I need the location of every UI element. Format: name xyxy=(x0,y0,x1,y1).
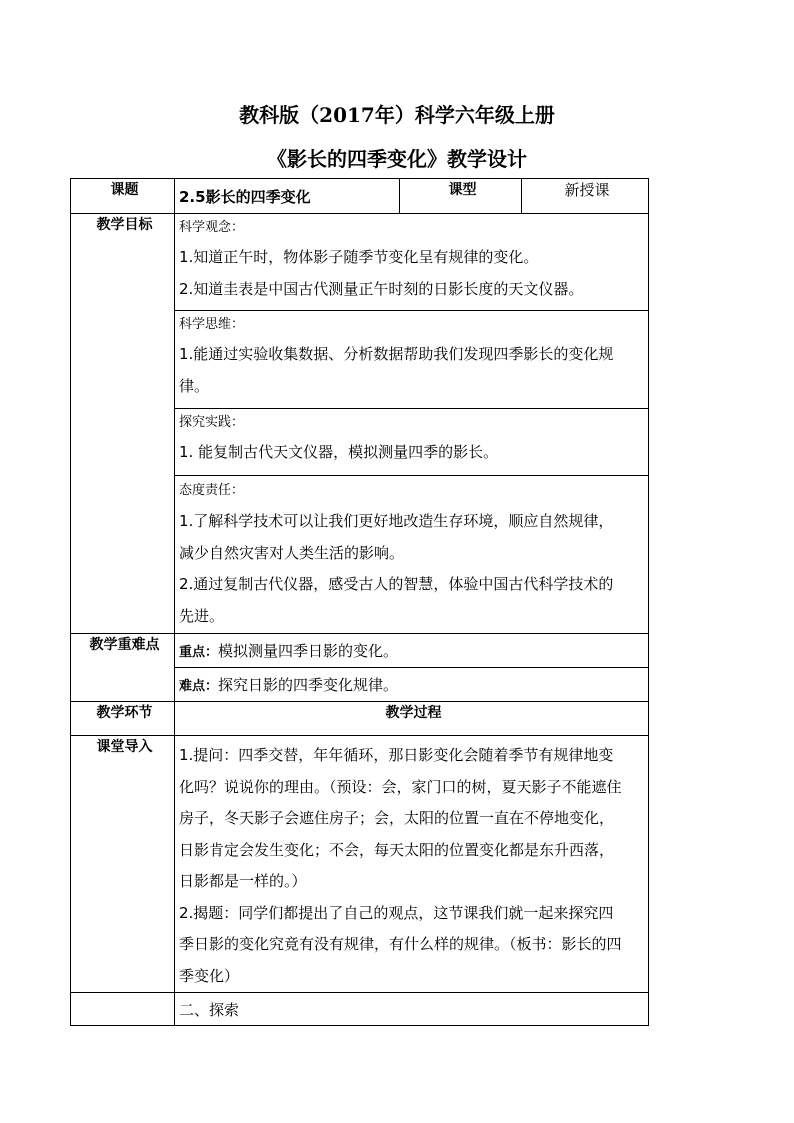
intro-line: 化吗？说说你的理由。（预设：会，家门口的树，夏天影子不能遮住 xyxy=(179,777,622,796)
lesson-type-label: 课型 xyxy=(400,179,522,214)
goals-attitude-heading: 态度责任： xyxy=(179,483,245,498)
keypoint-main-prefix: 重点： xyxy=(179,645,219,660)
explore-label xyxy=(71,993,175,1026)
intro-label: 课堂导入 xyxy=(71,736,175,993)
keypoint-main-text: 模拟测量四季日影的变化。 xyxy=(218,642,399,660)
goals-practice-line: 1. 能复制古代天文仪器，模拟测量四季的影长。 xyxy=(179,443,499,461)
goals-practice xyxy=(175,409,649,476)
intro-content xyxy=(175,736,649,993)
goals-attitude-line: 先进。 xyxy=(179,606,225,625)
row-explore xyxy=(71,993,649,1026)
row-process-header xyxy=(71,702,649,736)
row-goals-concept xyxy=(71,214,649,311)
document-title: 教科版（2017年）科学六年级上册 xyxy=(239,103,555,127)
row-keypoint-main xyxy=(71,634,649,668)
process-title: 教学过程 xyxy=(175,702,649,736)
lesson-plan-table xyxy=(70,178,649,1026)
goals-attitude-line: 2.通过复制古代仪器，感受古人的智慧，体验中国古代科学技术的 xyxy=(179,575,614,593)
intro-line: 季变化） xyxy=(179,966,240,985)
lesson-type-value: 新授课 xyxy=(522,179,649,214)
goals-practice-heading: 探究实践： xyxy=(179,415,245,430)
document-subtitle: 《影长的四季变化》教学设计 xyxy=(267,147,527,171)
row-topic xyxy=(71,179,649,214)
keypoint-difficult xyxy=(175,668,649,702)
goals-concept-heading: 科学观念： xyxy=(179,220,245,235)
goals-attitude-line: 1.了解科学技术可以让我们更好地改造生存环境，顺应自然规律， xyxy=(179,512,614,530)
goals-concept-line: 1.知道正午时，物体影子随季节变化呈有规律的变化。 xyxy=(179,248,539,266)
goals-thinking xyxy=(175,311,649,409)
goals-thinking-heading: 科学思维： xyxy=(179,317,245,332)
goals-attitude-line: 减少自然灾害对人类生活的影响。 xyxy=(179,543,405,562)
goals-attitude xyxy=(175,476,649,634)
goals-thinking-line: 1.能通过实验收集数据、分析数据帮助我们发现四季影长的变化规 xyxy=(179,345,614,363)
intro-line: 日影都是一样的。） xyxy=(179,872,307,890)
intro-line: 2.揭题：同学们都提出了自己的观点，这节课我们就一起来探究四 xyxy=(179,903,614,922)
keypoint-difficult-text: 探究日影的四季变化规律。 xyxy=(218,676,399,694)
intro-line: 1.提问：四季交替，年年循环，那日影变化会随着季节有规律地变 xyxy=(179,746,614,764)
goals-label: 教学目标 xyxy=(71,214,175,634)
intro-line: 日影肯定会发生变化；不会，每天太阳的位置变化都是东升西落， xyxy=(179,840,615,859)
intro-line: 季日影的变化究竟有没有规律，有什么样的规律。（板书：影长的四 xyxy=(179,935,622,953)
keypoint-main xyxy=(175,634,649,668)
goals-concept xyxy=(175,214,649,311)
keypoint-difficult-prefix: 难点： xyxy=(179,679,219,694)
process-step-label: 教学环节 xyxy=(71,702,175,736)
intro-line: 房子，冬天影子会遮住房子；会，太阳的位置一直在不停地变化， xyxy=(179,809,615,827)
goals-thinking-line: 律。 xyxy=(179,376,210,395)
keypoints-label: 教学重难点 xyxy=(71,634,175,702)
topic-value: 2.5影长的四季变化 xyxy=(175,179,400,214)
explore-content: 二、探索 xyxy=(175,993,649,1026)
row-intro xyxy=(71,736,649,993)
goals-concept-line: 2.知道圭表是中国古代测量正午时刻的日影长度的天文仪器。 xyxy=(179,279,584,298)
topic-label: 课题 xyxy=(71,179,175,214)
